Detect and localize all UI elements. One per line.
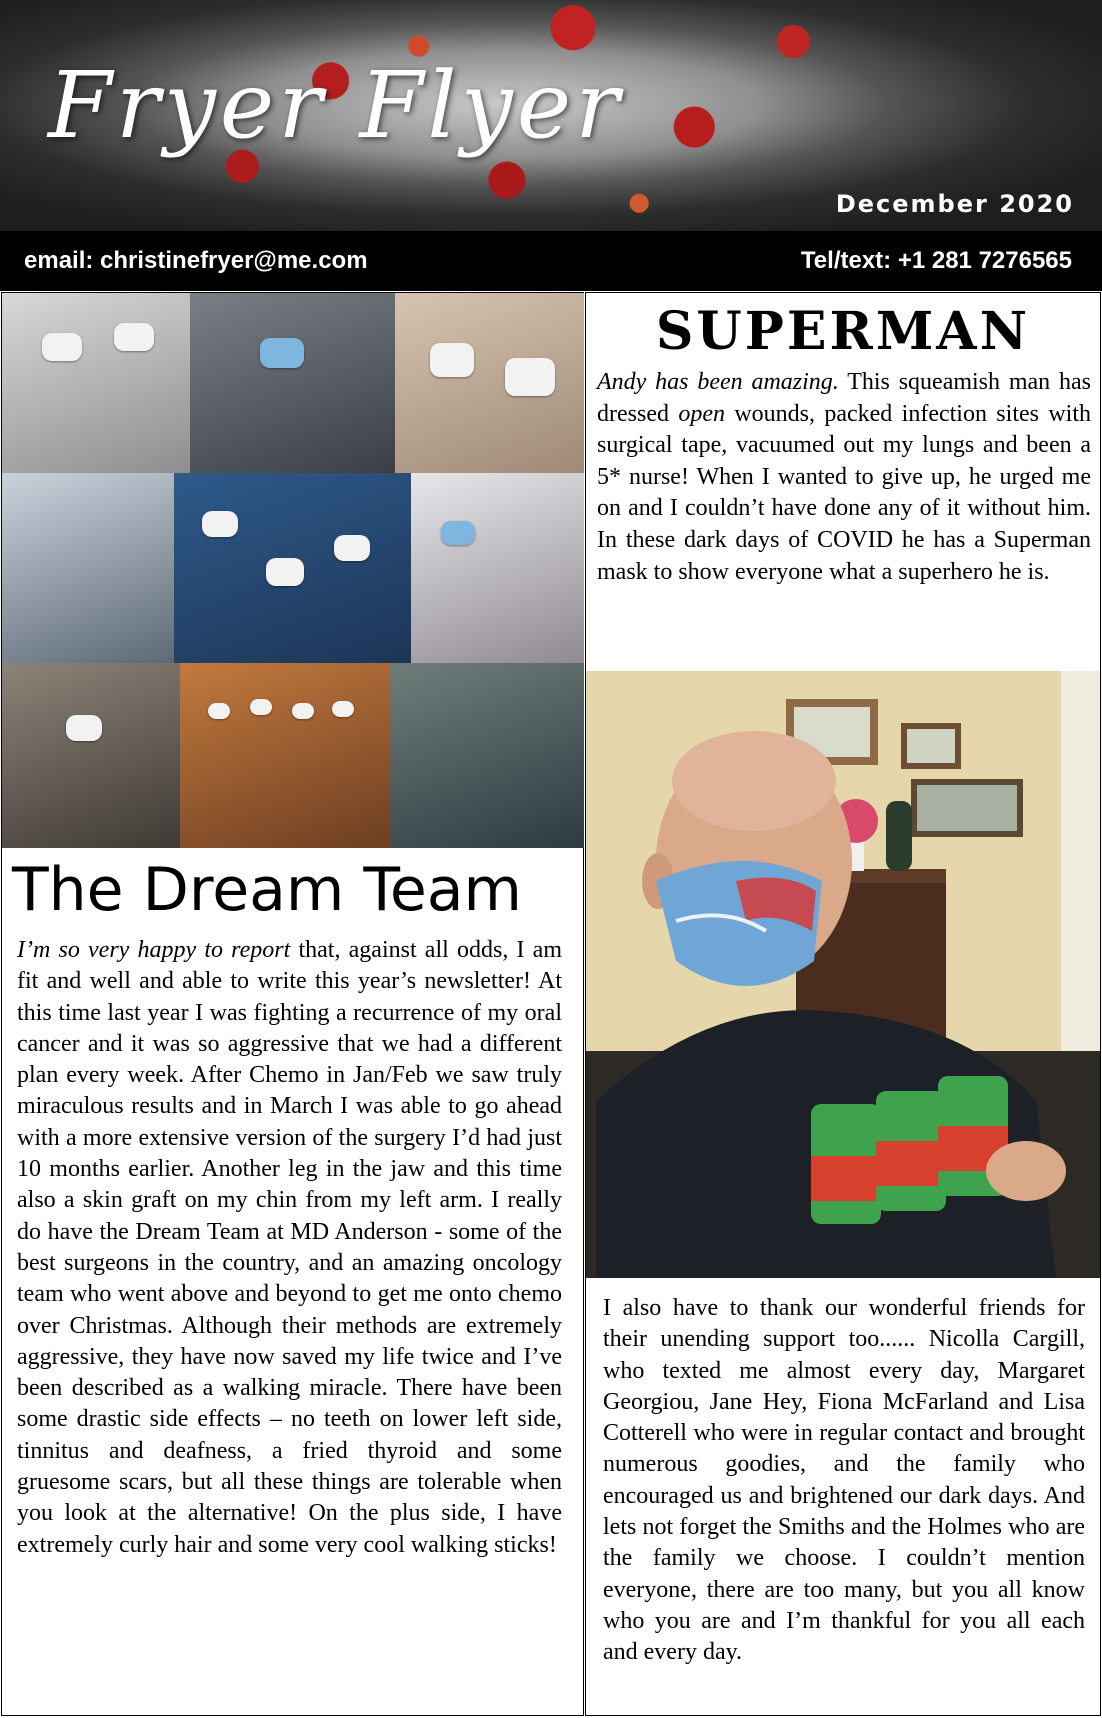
contact-phone: Tel/text: +1 281 7276565 — [800, 247, 1072, 274]
photo-collage — [2, 293, 584, 848]
superman-emphasis: open — [678, 400, 725, 427]
contact-bar — [0, 231, 1102, 291]
superman-body-a: This squeamish man has dressed — [597, 369, 1091, 427]
superman-body-b: wounds, packed infection sites with surgical tape, vacuumed out my lungs and been a 5* nurse! When I wanted to give up, he urged me on and I couldn’t have done any of it without him. In these dark days of COVID he has a Superman mask to show everyone what a superhero he is. — [597, 400, 1091, 585]
superman-article — [597, 367, 1091, 588]
collage-photo — [2, 473, 174, 663]
collage-photo — [174, 473, 411, 663]
issue-date: December 2020 — [835, 190, 1074, 218]
dream-team-heading: The Dream Team — [12, 855, 522, 925]
collage-photo — [2, 293, 190, 473]
thanks-article: I also have to thank our wonderful friends for their unending support too...... Nicolla Cargill, who texted me almost every day, Margaret Georgiou, Jane Hey, Fiona McFarland and Lisa Cotterell who were in regular contact and brought numerous goodies, and the family who encouraged us and brightened our dark days. And lets not forget the Smiths and the Holmes who are the family we choose. I couldn’t mention everyone, there are too many, but you all know who you are and I’m thankful for you all each and every day. — [603, 1295, 1085, 1666]
superman-lead: Andy has been amazing. — [597, 369, 839, 395]
collage-photo — [190, 293, 395, 473]
dream-team-article — [17, 935, 562, 1561]
collage-photo — [2, 663, 180, 848]
dream-team-body: that, against all odds, I am fit and well and able to write this year’s newsletter! At this time last year I was fighting a recurrence of my oral cancer and it was so aggressive that we had a different plan every week. After Chemo in Jan/Feb we saw truly miraculous results and in March I was able to go ahead with a more extensive version of the surgery I’d had just 10 months earlier. Another leg in the jaw and this time also a skin graft on my chin from my left arm. I really do have the Dream Team at MD Anderson - some of the best surgeons in the country, and an amazing oncology team who went above and beyond to get me onto chemo over Christmas. Although their methods are extremely aggressive, they have now saved my life twice and I’ve been described as a walking miracle. There have been some drastic side effects – no teeth on lower left side, tinnitus and deafness, a fried thyroid and some gruesome scars, but all these things are tolerable when you look at the alternative! On the plus side, I have extremely curly hair and some very cool walking sticks! — [17, 937, 562, 1558]
andy-photo — [586, 671, 1100, 1278]
collage-photo — [411, 473, 584, 663]
collage-photo — [390, 663, 584, 848]
newsletter-title: Fryer Flyer — [48, 52, 624, 159]
right-column — [585, 292, 1101, 1716]
collage-photo — [180, 663, 390, 848]
header-banner — [0, 0, 1102, 231]
dream-team-lead: I’m so very happy to report — [17, 937, 291, 963]
left-column — [1, 292, 584, 1716]
collage-photo — [395, 293, 584, 473]
contact-email: email: christinefryer@me.com — [24, 247, 368, 274]
superman-heading: SUPERMAN — [655, 301, 1031, 362]
